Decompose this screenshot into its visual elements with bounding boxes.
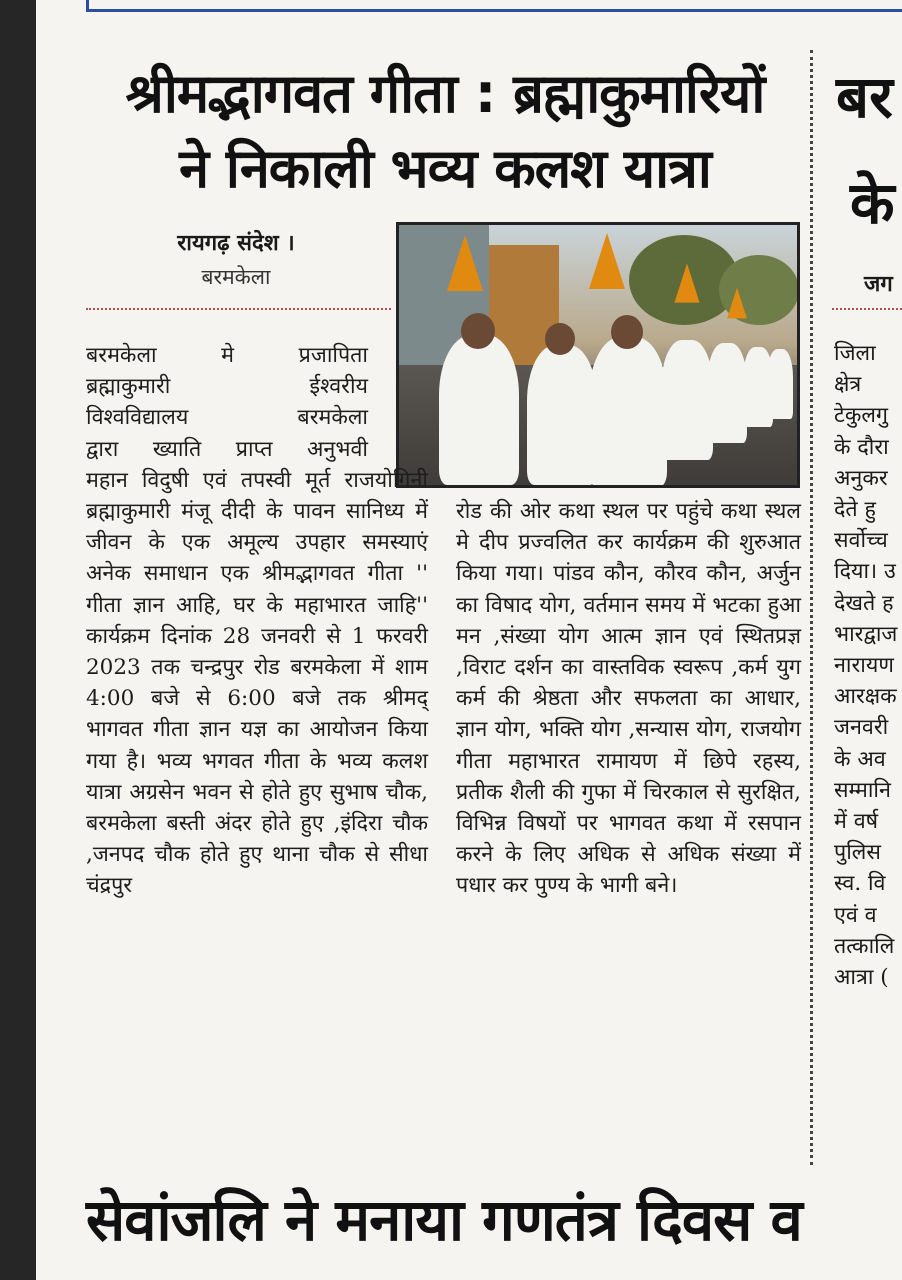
- adjacent-line: टेकुलगु: [834, 403, 889, 429]
- byline-rule: [86, 308, 391, 310]
- adjacent-line: दिया। उ: [834, 559, 896, 585]
- article-line: ब्रह्माकुमारी ईश्वरीय: [86, 374, 368, 400]
- adjacent-line: अनुकर: [834, 465, 888, 491]
- adjacent-line: सर्वोच्च: [834, 528, 888, 554]
- adjacent-line: नारायण: [834, 653, 894, 679]
- adjacent-line: सम्मानि: [834, 777, 891, 803]
- page-shadow: [0, 0, 36, 1280]
- procession-person: [707, 343, 747, 443]
- procession-person: [767, 349, 793, 419]
- article-column-1: [86, 340, 476, 902]
- adjacent-headline-fragment-2: के: [850, 169, 895, 237]
- adjacent-line: एवं व: [834, 902, 877, 928]
- adjacent-line: भारद्वाज: [834, 621, 898, 647]
- saffron-flag: [674, 263, 699, 302]
- article-paragraph-2: रोड की ओर कथा स्थल पर पहुंचे कथा स्थल मे दीप प्रज्वलित कर कार्यक्रम की शुरुआत किया गया। पांडव कौन, कौरव कौन, अर्जुन का विषाद योग, वर्तमान समय में भटका हुआ मन ,संख्या योग आत्म ज्ञान एवं स्थितप्रज्ञ ,विराट दर्शन का वास्तविक स्वरूप ,कर्म युग कर्म की श्रेष्ठता और सफलता का आधार, ज्ञान योग, भक्ति योग ,सन्यास योग, राजयोग गीता महाभारत रामायण में छिपे रहस्य, प्रतीक शैली की गुफा में चिरकाल से सुरक्षित, विभिन्न विषयों पर भागवत कथा में रसपान करने के लिए अधिक से अधिक संख्या में पधार कर पुण्य के भागी बने।: [456, 499, 801, 899]
- article-line: बरमकेला मे प्रजापिता: [86, 343, 368, 368]
- procession-person: [661, 340, 713, 460]
- adjacent-line: आरक्षक: [834, 684, 897, 710]
- article-line: विश्वविद्यालय बरमकेला: [86, 405, 368, 431]
- adjacent-line: तत्कालि: [834, 933, 895, 959]
- adjacent-line: क्षेत्र: [834, 372, 862, 398]
- column-divider: [810, 50, 813, 1165]
- article-col1-narrow-block: [86, 340, 368, 465]
- procession-person: [527, 345, 597, 485]
- saffron-flag: [727, 288, 747, 319]
- headline-line-1: श्रीमद्भागवत गीता : ब्रह्माकुमारियों: [125, 62, 765, 125]
- adjacent-article-column: [834, 338, 902, 993]
- procession-person: [589, 337, 667, 487]
- adjacent-byline-fragment: जग: [864, 272, 893, 297]
- person-head: [545, 323, 575, 355]
- article-column-2: [456, 496, 801, 902]
- person-head: [611, 315, 643, 349]
- adjacent-line: आत्रा (: [834, 965, 889, 991]
- article-line: द्वारा ख्याति प्राप्त अनुभवी: [86, 436, 368, 462]
- adjacent-headline-fragment-1: बर: [836, 63, 893, 131]
- saffron-flag: [589, 233, 625, 289]
- adjacent-line: देखते ह: [834, 590, 894, 616]
- adjacent-line: के अव: [834, 746, 886, 772]
- headline-line-2: ने निकाली भव्य कलश यात्रा: [179, 137, 711, 200]
- adjacent-line: में वर्ष: [834, 809, 879, 835]
- previous-article-frame: [86, 0, 902, 12]
- adjacent-line: जिला: [834, 341, 876, 366]
- adjacent-byline-rule: [832, 308, 902, 310]
- article-paragraph-1: महान विदुषी एवं तपस्वी मूर्त राजयोगिनी ब्रह्माकुमारी मंजू दीदी के पावन सानिध्य में जीवन के एक अमूल्य उपहार समस्याएं अनेक समाधान एक श्रीमद्भागवत गीता '' गीता ज्ञान आहि, घर के महाभारत जाहि'' कार्यक्रम दिनांक 28 जनवरी से 1 फरवरी 2023 तक चन्द्रपुर रोड बरमकेला में शाम 4:00 बजे से 6:00 बजे तक श्रीमद् भागवत गीता ज्ञान यज्ञ का आयोजन किया गया है। भव्य भगवत गीता के भव्य कलश यात्रा अग्रसेन भवन से होते हुए सुभाष चौक, बरमकेला बस्ती अंदर होते हुए ,इंदिरा चौक ,जनपद चौक होते हुए थाना चौक से सीधा चंद्रपुर: [86, 467, 428, 899]
- adjacent-line: देते हु: [834, 497, 876, 523]
- adjacent-line: जनवरी: [834, 715, 889, 741]
- dateline: बरमकेला: [201, 265, 271, 289]
- adjacent-line: के दौरा: [834, 434, 889, 460]
- saffron-flag: [447, 235, 483, 291]
- byline: रायगढ़ संदेश ।: [177, 230, 295, 256]
- next-article-headline: सेवांजलि ने मनाया गणतंत्र दिवस व: [86, 1186, 802, 1254]
- adjacent-line: स्व. वि: [834, 871, 886, 897]
- adjacent-line: पुलिस: [834, 840, 881, 866]
